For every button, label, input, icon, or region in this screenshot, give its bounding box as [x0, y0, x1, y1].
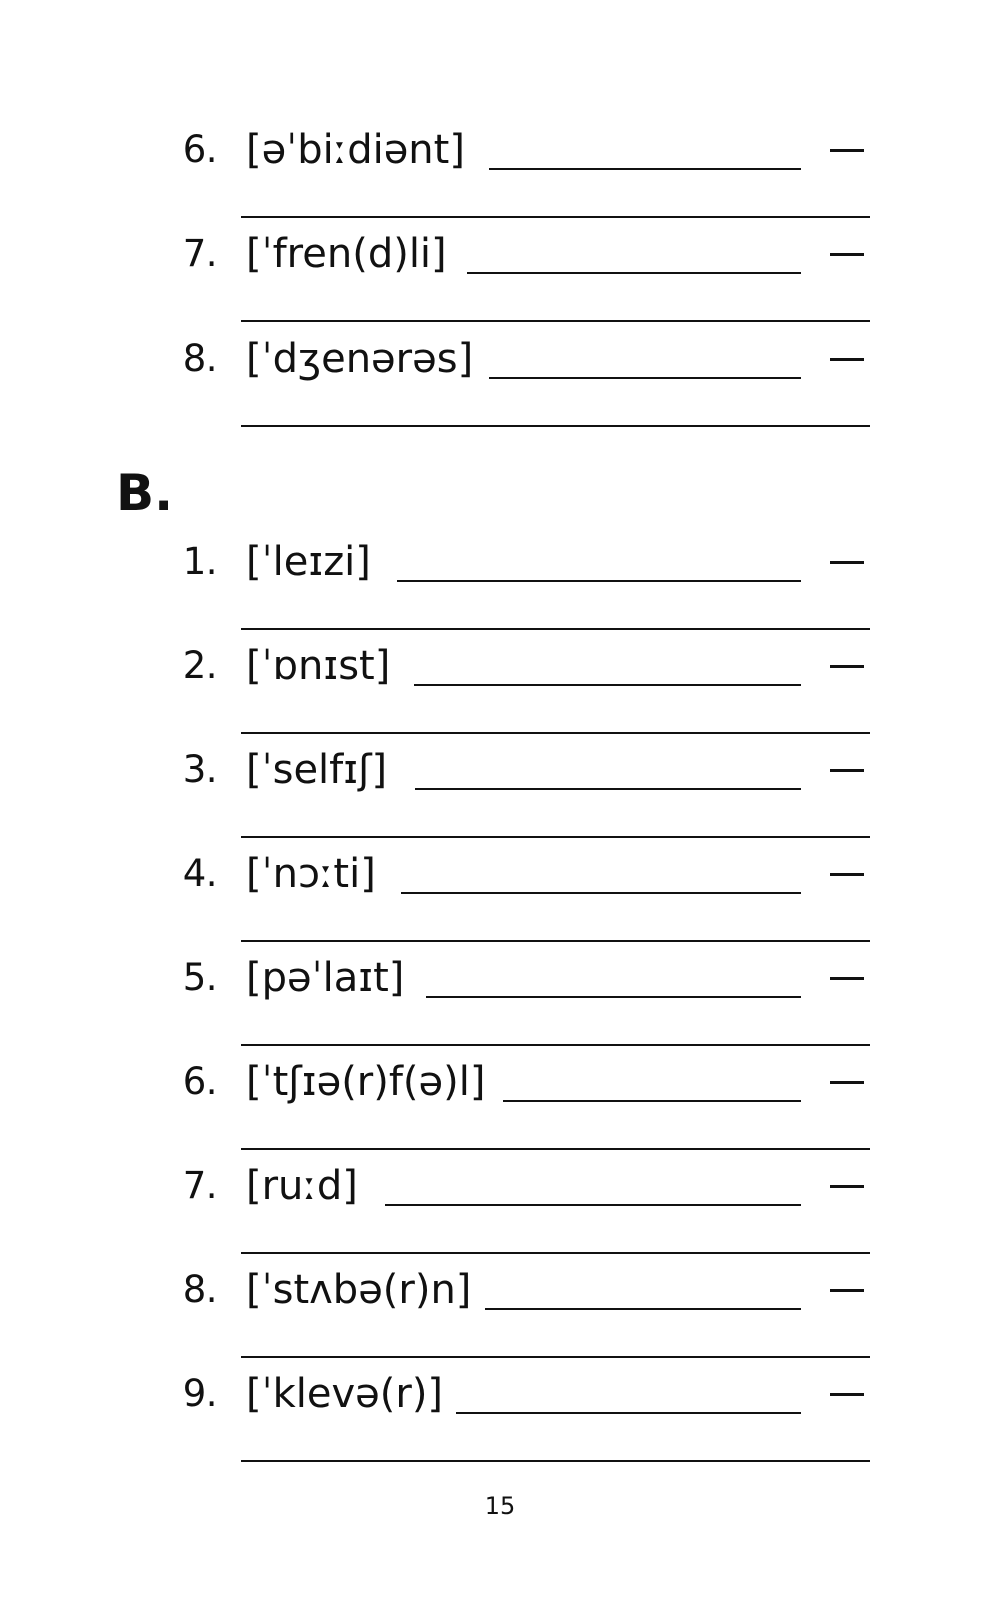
exercise-b-6	[0, 1060, 1000, 1164]
word-blank[interactable]	[397, 580, 801, 582]
exercise-b-1	[0, 540, 1000, 644]
em-dash	[830, 358, 864, 361]
em-dash	[830, 1081, 864, 1084]
word-blank[interactable]	[415, 788, 801, 790]
em-dash	[830, 1289, 864, 1292]
translation-line[interactable]	[241, 1356, 870, 1358]
ipa-transcription: [əˈbiːdiənt]	[246, 127, 465, 173]
translation-line[interactable]	[241, 628, 870, 630]
em-dash	[830, 977, 864, 980]
ipa-transcription: [ˈfren(d)li]	[246, 231, 447, 277]
em-dash	[830, 149, 864, 152]
exercise-number: 7.	[182, 232, 217, 275]
exercise-b-8	[0, 1268, 1000, 1372]
translation-line[interactable]	[241, 320, 870, 322]
exercise-b-9	[0, 1372, 1000, 1476]
translation-line[interactable]	[241, 836, 870, 838]
ipa-transcription: [ruːd]	[246, 1163, 358, 1209]
page-number: 15	[484, 1492, 516, 1520]
em-dash	[830, 1393, 864, 1396]
translation-line[interactable]	[241, 216, 870, 218]
translation-line[interactable]	[241, 1460, 870, 1462]
exercise-number: 5.	[182, 956, 217, 999]
ipa-transcription: [ˈɒnɪst]	[246, 643, 391, 689]
exercise-b-5	[0, 956, 1000, 1060]
word-blank[interactable]	[467, 272, 801, 274]
ipa-transcription: [ˈdʒenərəs]	[246, 336, 474, 382]
exercise-number: 6.	[182, 128, 217, 171]
section-heading: B.	[116, 464, 174, 522]
exercise-number: 4.	[182, 852, 217, 895]
word-blank[interactable]	[489, 168, 801, 170]
exercise-b-4	[0, 852, 1000, 956]
em-dash	[830, 1185, 864, 1188]
word-blank[interactable]	[485, 1308, 801, 1310]
em-dash	[830, 561, 864, 564]
ipa-transcription: [ˈklevə(r)]	[246, 1371, 444, 1417]
exercise-number: 3.	[182, 748, 217, 791]
exercise-a-7	[0, 232, 1000, 336]
em-dash	[830, 253, 864, 256]
exercise-b-2	[0, 644, 1000, 748]
em-dash	[830, 665, 864, 668]
word-blank[interactable]	[414, 684, 801, 686]
word-blank[interactable]	[385, 1204, 801, 1206]
exercise-number: 2.	[182, 644, 217, 687]
word-blank[interactable]	[503, 1100, 801, 1102]
translation-line[interactable]	[241, 1252, 870, 1254]
word-blank[interactable]	[456, 1412, 801, 1414]
translation-line[interactable]	[241, 940, 870, 942]
em-dash	[830, 873, 864, 876]
ipa-transcription: [ˈselfɪʃ]	[246, 747, 388, 793]
translation-line[interactable]	[241, 732, 870, 734]
exercise-number: 8.	[182, 1268, 217, 1311]
translation-line[interactable]	[241, 1044, 870, 1046]
word-blank[interactable]	[401, 892, 801, 894]
ipa-transcription: [ˈtʃɪə(r)f(ə)l]	[246, 1059, 486, 1105]
exercise-number: 9.	[182, 1372, 217, 1415]
exercise-b-3	[0, 748, 1000, 852]
exercise-a-8	[0, 337, 1000, 441]
exercise-number: 6.	[182, 1060, 217, 1103]
exercise-number: 8.	[182, 337, 217, 380]
ipa-transcription: [ˈnɔːti]	[246, 851, 376, 897]
exercise-number: 1.	[182, 540, 217, 583]
em-dash	[830, 769, 864, 772]
exercise-b-7	[0, 1164, 1000, 1268]
ipa-transcription: [ˈstʌbə(r)n]	[246, 1267, 472, 1313]
translation-line[interactable]	[241, 1148, 870, 1150]
word-blank[interactable]	[426, 996, 801, 998]
translation-line[interactable]	[241, 425, 870, 427]
ipa-transcription: [pəˈlaɪt]	[246, 955, 405, 1001]
exercise-number: 7.	[182, 1164, 217, 1207]
ipa-transcription: [ˈleɪzi]	[246, 539, 371, 585]
exercise-a-6	[0, 128, 1000, 232]
word-blank[interactable]	[489, 377, 801, 379]
